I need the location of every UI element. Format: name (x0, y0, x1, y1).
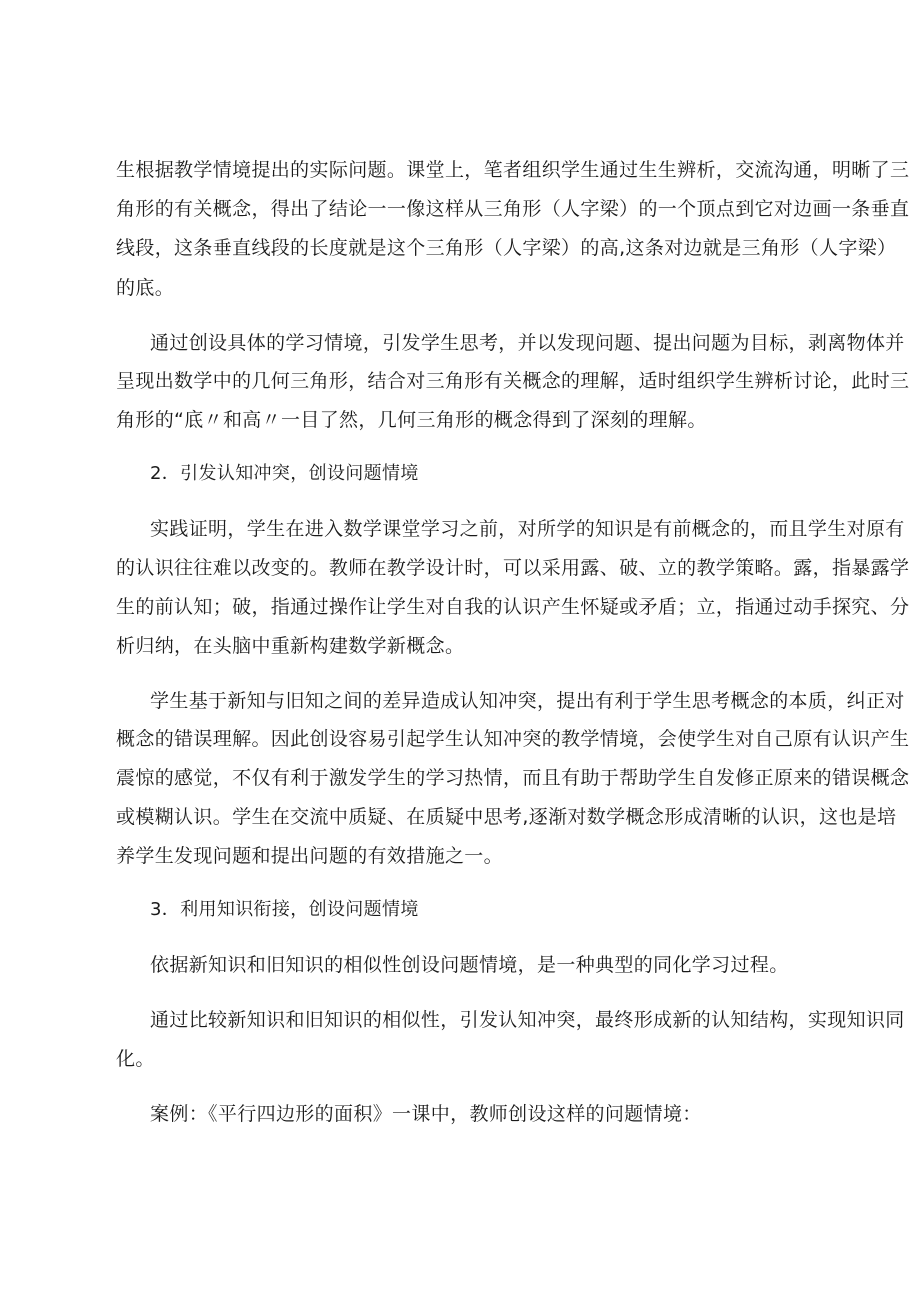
text-line: 角形的有关概念，得出了结论一一像这样从三角形（人字梁）的一个顶点到它对边画一条垂直 (116, 198, 910, 220)
text-line: 或模糊认识。学生在交流中质疑、在质疑中思考,逐渐对数学概念形成清晰的认识，这也是培 (116, 806, 897, 828)
text-line: 线段，这条垂直线段的长度就是这个三角形（人字梁）的高,这条对边就是三角形（人字梁） (116, 237, 897, 259)
text-line: 的认识往往难以改变的。教师在教学设计时，可以采用露、破、立的教学策略。露，指暴露学 (116, 557, 910, 579)
text-line: 震惊的感觉，不仅有利于激发学生的学习热情，而且有助于帮助学生自发修正原来的错误概念 (116, 767, 910, 789)
section-heading: 3．利用知识衔接，创设问题情境 (150, 899, 419, 920)
text-line: 依据新知识和旧知识的相似性创设问题情境，是一种典型的同化学习过程。 (150, 954, 789, 976)
text-line: 学生基于新知与旧知之间的差异造成认知冲突，提出有利于学生思考概念的本质，纠正对 (150, 690, 905, 712)
text-line: 养学生发现问题和提出问题的有效措施之一。 (116, 845, 504, 867)
text-line: 案例：《平行四边形的面积》一课中，教师创设这样的问题情境： (150, 1103, 702, 1125)
text-line: 析归纳，在头脑中重新构建数学新概念。 (116, 635, 465, 657)
text-line: 概念的错误理解。因此创设容易引起学生认知冲突的教学情境，会使学生对自己原有认识产生 (116, 728, 910, 750)
text-line: 化。 (116, 1048, 155, 1070)
text-line: 实践证明，学生在进入数学课堂学习之前，对所学的知识是有前概念的，而且学生对原有 (150, 518, 905, 540)
text-line: 的底。 (116, 277, 175, 299)
text-line: 通过比较新知识和旧知识的相似性，引发认知冲突，最终形成新的认知结构，实现知识同 (150, 1009, 905, 1031)
text-line: 生根据教学情境提出的实际问题。课堂上，笔者组织学生通过生生辨析，交流沟通，明晰了三 (116, 159, 910, 181)
text-line: 角形的“底〃和高〃一目了然，几何三角形的概念得到了深刻的理解。 (116, 409, 707, 431)
text-line: 生的前认知；破，指通过操作让学生对自我的认识产生怀疑或矛盾；立，指通过动手探究、分 (116, 596, 910, 618)
text-line: 通过创设具体的学习情境，引发学生思考，并以发现问题、提出问题为目标，剥离物体并 (150, 332, 905, 354)
text-line: 呈现出数学中的几何三角形，结合对三角形有关概念的理解，适时组织学生辨析讨论，此时三 (116, 370, 910, 392)
section-heading: 2．引发认知冲突，创设问题情境 (150, 463, 419, 484)
